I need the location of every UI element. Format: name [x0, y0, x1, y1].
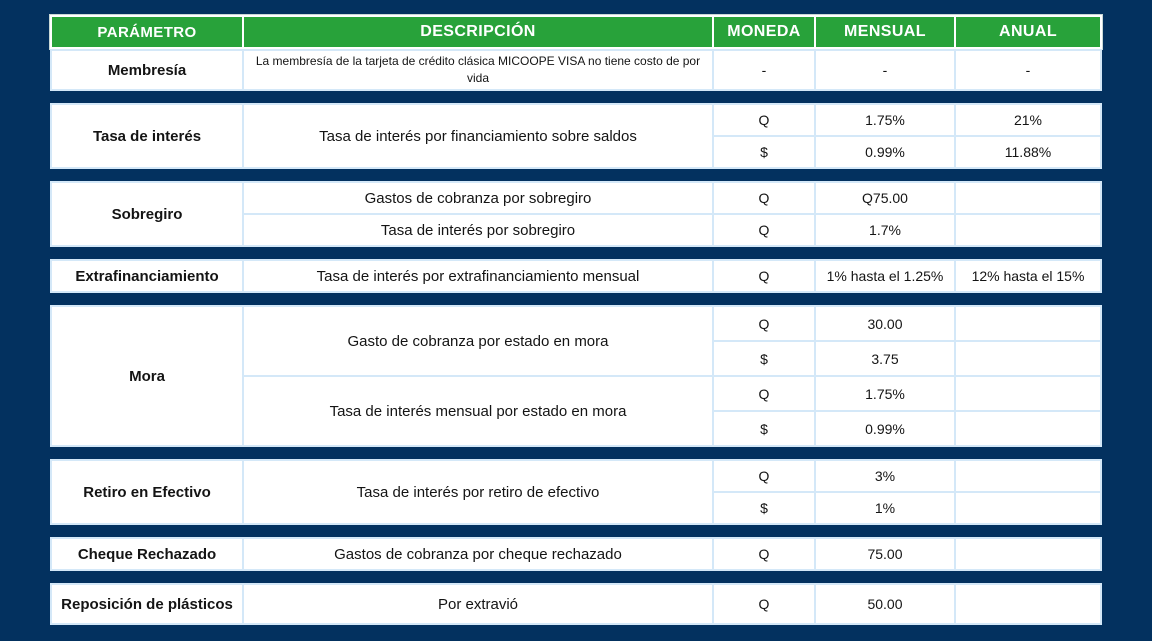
header-cell-descripcion: DESCRIPCIÓN — [244, 17, 712, 47]
mensual-cell: 75.00 — [816, 539, 954, 569]
table-row — [714, 585, 1100, 623]
mensual-cell: 1% — [816, 493, 954, 523]
anual-cell — [956, 412, 1100, 445]
moneda-cell: Q — [714, 377, 814, 410]
mensual-cell: 1.75% — [816, 377, 954, 410]
param-cell: Membresía — [52, 51, 242, 89]
table-row — [714, 137, 1100, 167]
anual-cell — [956, 377, 1100, 410]
anual-cell — [956, 461, 1100, 491]
table-row — [714, 342, 1100, 375]
section-reposicion-de-plasticos — [50, 583, 1102, 625]
table-row — [714, 539, 1100, 569]
table-header-row — [50, 15, 1102, 49]
mensual-cell: - — [816, 51, 954, 89]
table-row — [714, 461, 1100, 491]
mensual-cell: 1% hasta el 1.25% — [816, 261, 954, 291]
anual-cell: 21% — [956, 105, 1100, 135]
header-cell-parametro: PARÁMETRO — [52, 17, 242, 47]
section-cheque-rechazado — [50, 537, 1102, 571]
mensual-cell: 3.75 — [816, 342, 954, 375]
anual-cell: 12% hasta el 15% — [956, 261, 1100, 291]
table-row — [714, 183, 1100, 213]
fees-table — [50, 15, 1102, 637]
moneda-cell: $ — [714, 493, 814, 523]
moneda-cell: Q — [714, 585, 814, 623]
moneda-cell: $ — [714, 412, 814, 445]
desc-cell: Gasto de cobranza por estado en mora — [244, 307, 712, 375]
desc-cell: Por extravió — [244, 585, 712, 623]
desc-cell: Tasa de interés por extrafinanciamiento mensual — [244, 261, 712, 291]
anual-cell: - — [956, 51, 1100, 89]
mensual-cell: 0.99% — [816, 137, 954, 167]
desc-cell: Tasa de interés por sobregiro — [244, 215, 712, 245]
section-sobregiro — [50, 181, 1102, 247]
header-cell-moneda: MONEDA — [714, 17, 814, 47]
table-row — [714, 377, 1100, 410]
moneda-cell: Q — [714, 307, 814, 340]
table-row — [714, 493, 1100, 523]
param-cell: Reposición de plásticos — [52, 585, 242, 623]
anual-cell: 11.88% — [956, 137, 1100, 167]
anual-cell — [956, 342, 1100, 375]
param-cell: Cheque Rechazado — [52, 539, 242, 569]
moneda-cell: $ — [714, 137, 814, 167]
param-cell: Retiro en Efectivo — [52, 461, 242, 523]
anual-cell — [956, 539, 1100, 569]
section-mora — [50, 305, 1102, 447]
anual-cell — [956, 183, 1100, 213]
moneda-cell: Q — [714, 105, 814, 135]
anual-cell — [956, 493, 1100, 523]
table-row — [714, 412, 1100, 445]
mensual-cell: 1.7% — [816, 215, 954, 245]
param-cell: Mora — [52, 307, 242, 445]
param-cell: Extrafinanciamiento — [52, 261, 242, 291]
desc-cell: Tasa de interés mensual por estado en mora — [244, 377, 712, 445]
moneda-cell: Q — [714, 461, 814, 491]
mensual-cell: 1.75% — [816, 105, 954, 135]
section-retiro-en-efectivo — [50, 459, 1102, 525]
mensual-cell: Q75.00 — [816, 183, 954, 213]
table-row — [714, 261, 1100, 291]
section-extrafinanciamiento — [50, 259, 1102, 293]
mensual-cell: 3% — [816, 461, 954, 491]
anual-cell — [956, 215, 1100, 245]
moneda-cell: Q — [714, 183, 814, 213]
table-row — [714, 215, 1100, 245]
moneda-cell: Q — [714, 539, 814, 569]
moneda-cell: $ — [714, 342, 814, 375]
anual-cell — [956, 307, 1100, 340]
desc-cell: Gastos de cobranza por sobregiro — [244, 183, 712, 213]
moneda-cell: Q — [714, 261, 814, 291]
moneda-cell: Q — [714, 215, 814, 245]
mensual-cell: 50.00 — [816, 585, 954, 623]
header-cell-mensual: MENSUAL — [816, 17, 954, 47]
anual-cell — [956, 585, 1100, 623]
mensual-cell: 0.99% — [816, 412, 954, 445]
mensual-cell: 30.00 — [816, 307, 954, 340]
header-cell-anual: ANUAL — [956, 17, 1100, 47]
moneda-cell: - — [714, 51, 814, 89]
param-cell: Sobregiro — [52, 183, 242, 245]
desc-cell: Tasa de interés por retiro de efectivo — [244, 461, 712, 523]
param-cell: Tasa de interés — [52, 105, 242, 167]
table-row — [714, 105, 1100, 135]
table-row — [714, 51, 1100, 89]
desc-cell: Tasa de interés por financiamiento sobre saldos — [244, 105, 712, 167]
section-tasa-de-interes — [50, 103, 1102, 169]
table-row — [714, 307, 1100, 340]
desc-cell: La membresía de la tarjeta de crédito clásica MICOOPE VISA no tiene costo de por vida — [244, 51, 712, 89]
desc-cell: Gastos de cobranza por cheque rechazado — [244, 539, 712, 569]
section-membresia — [50, 49, 1102, 91]
